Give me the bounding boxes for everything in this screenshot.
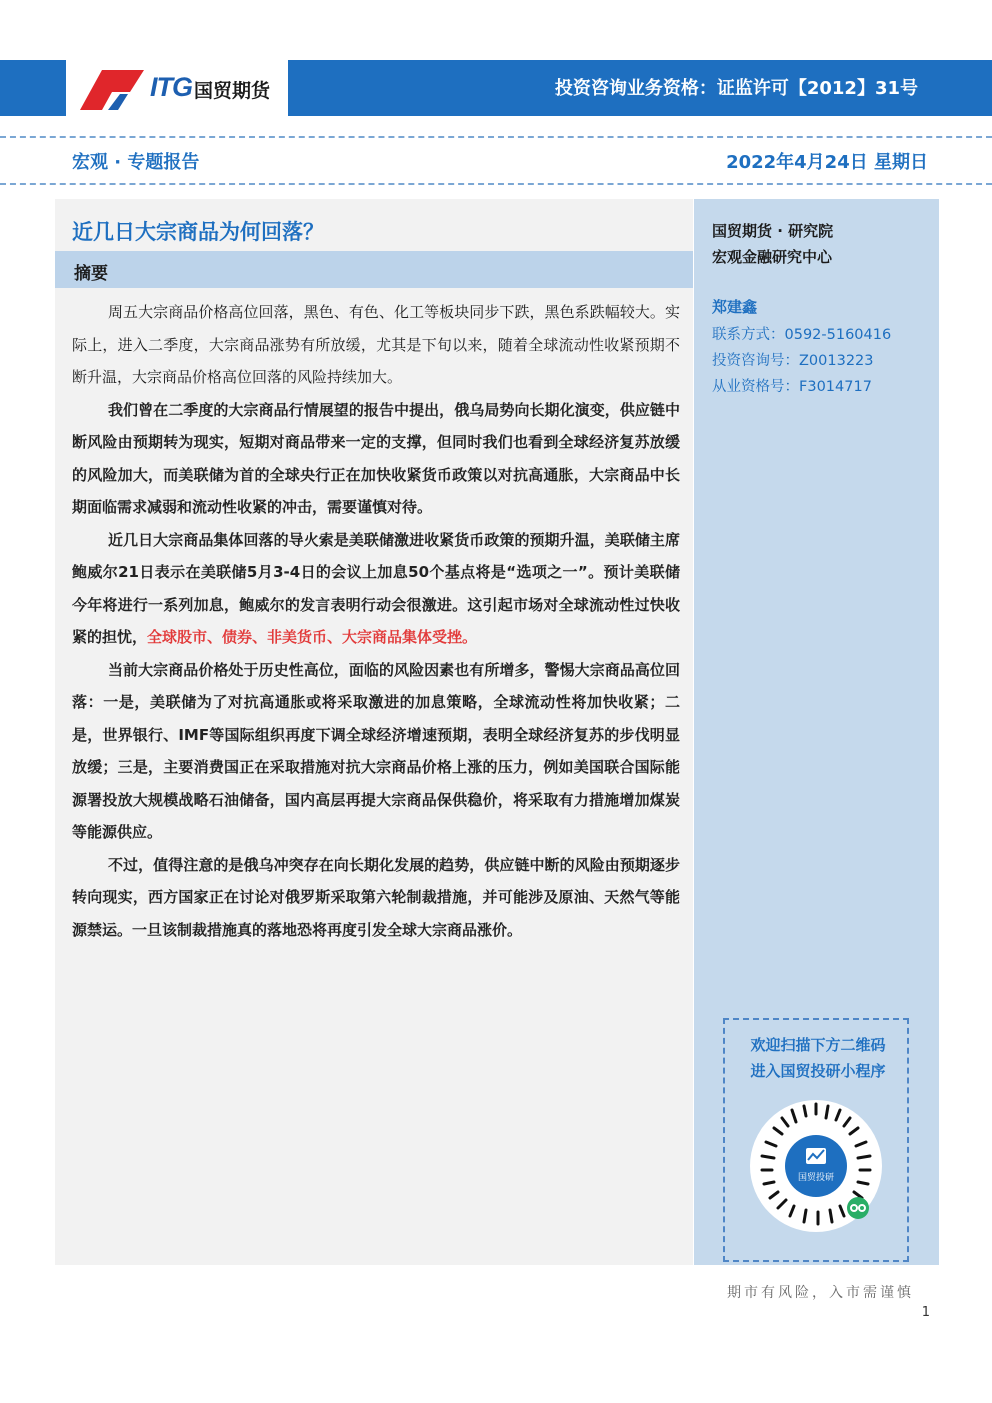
logo xyxy=(66,58,288,118)
license-text: 投资咨询业务资格：证监许可【2012】31号 xyxy=(554,78,918,99)
analyst-name: 郑建鑫 xyxy=(712,298,758,316)
qualification-number: 从业资格号：F3014717 xyxy=(712,379,872,395)
consult-number: 投资咨询号：Z0013223 xyxy=(712,353,874,369)
itg-logo-icon xyxy=(80,70,148,110)
report-body xyxy=(72,296,680,946)
paragraph: 周五大宗商品价格高位回落，黑色、有色、化工等板块同步下跌，黑色系跌幅较大。实际上，进入二季度，大宗商品涨势有所放缓，尤其是下旬以来，随着全球流动性收紧预期不断升温，大宗商品价格高位回落的风险持续加大。 xyxy=(72,303,680,386)
qr-center-label: 国贸投研 xyxy=(797,1173,835,1183)
paragraph: 当前大宗商品价格处于历史性高位，面临的风险因素也有所增多，警惕大宗商品高位回落：一是，美联储为了对抗高通胀或将采取激进的加息策略，全球流动性将加快收紧；二是，世界银行、IMF等国际组织再度下调全球经济增速预期，表明全球经济复苏的步伐明显放缓；三是，主要消费国正在采取措施对抗大宗商品价格上涨的压力，例如美国联合国际能源署投放大规模战略石油储备，国内高层再提大宗商品保供稳价，将采取有力措施增加煤炭等能源供应。 xyxy=(72,660,680,841)
logo-text: ITG xyxy=(150,72,192,102)
institute-name: 国贸期货 · 研究院 xyxy=(712,222,834,240)
qr-caption-line: 进入国贸投研小程序 xyxy=(750,1062,886,1080)
divider xyxy=(0,183,992,185)
analyst-contact xyxy=(712,322,891,400)
report-date: 2022年4月24日 星期日 xyxy=(726,152,928,173)
report-category: 宏观 · 专题报告 xyxy=(72,152,200,173)
sidebar-institute xyxy=(712,218,833,270)
paragraph: 不过，值得注意的是俄乌冲突存在向长期化发展的趋势，供应链中断的风险由预期逐步转向现实，西方国家正在讨论对俄罗斯采取第六轮制裁措施，并可能涉及原油、天然气等能源禁运。一旦该制裁措施真的落地恐将再度引发全球大宗商品涨价。 xyxy=(72,855,680,939)
report-title: 近几日大宗商品为何回落？ xyxy=(72,220,324,244)
paragraph-text: 近几日大宗商品集体回落的导火索是美联储激进收紧货币政策的预期升温，美联储主席鲍威尔21日表示在美联储5月3-4日的会议上加息50个基点将是“选项之一”。预计美联储今年将进行一系列加息，鲍威尔的发言表明行动会很激进。这引起市场对全球流动性过快收紧的担忧， xyxy=(72,530,680,646)
logo-company-name: 国贸期货 xyxy=(194,80,271,102)
qr-caption-line: 欢迎扫描下方二维码 xyxy=(750,1036,886,1054)
paragraph xyxy=(72,524,680,654)
mini-program-qr-code[interactable] xyxy=(746,1096,886,1236)
risk-notice: 期市有风险，入市需谨慎 xyxy=(727,1285,914,1301)
contact-phone: 联系方式：0592-5160416 xyxy=(712,327,892,343)
page-number: 1 xyxy=(921,1305,930,1320)
abstract-bar xyxy=(55,251,693,288)
divider xyxy=(0,136,992,138)
highlighted-text: 全球股市、债券、非美货币、大宗商品集体受挫。 xyxy=(147,628,478,646)
abstract-label: 摘要 xyxy=(74,264,108,284)
qr-caption xyxy=(737,1032,899,1084)
center-name: 宏观金融研究中心 xyxy=(712,248,833,266)
paragraph: 我们曾在二季度的大宗商品行情展望的报告中提出，俄乌局势向长期化演变，供应链中断风险由预期转为现实，短期对商品带来一定的支撑，但同时我们也看到全球经济复苏放缓的风险加大，而美联储为首的全球央行正在加快收紧货币政策以对抗高通胀，大宗商品中长期面临需求减弱和流动性收紧的冲击，需要谨慎对待。 xyxy=(72,400,680,516)
